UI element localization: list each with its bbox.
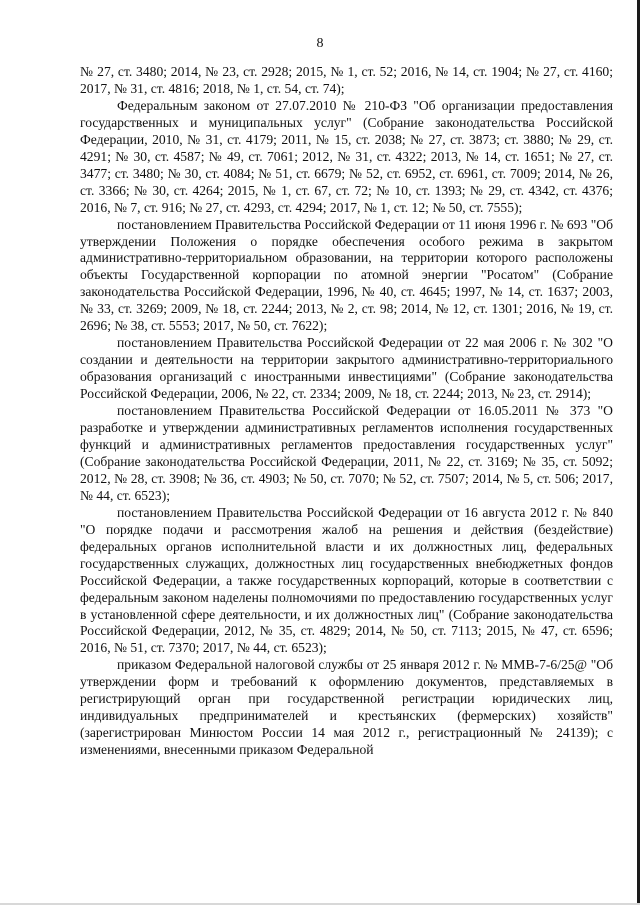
paragraph-federal-law-210: Федеральным законом от 27.07.2010 № 210-ФЗ "Об организации предоставления государственных и муниципальных услуг" (Собрание законодательства Российской Федерации, 2010, № 31, ст. 4179; 2011, № 15, ст. 2038; № 27, ст. 3873; ст. 3880; № 29, ст. 4291; № 30, ст. 4587; № 49, ст. 7061; 2012, № 31, ст. 4322; 2013, № 14, ст. 1651; № 27, ст. 3477; ст. 3480; № 30, ст. 4084; № 51, ст. 6679; № 52, ст. 6952, ст. 6961, ст. 7009; 2014, № 26, ст. 3366; № 30, ст. 4264; 2015, № 1, ст. 67, ст. 72; № 10, ст. 1393; № 29, ст. 4342, ст. 4376; 2016, № 7, ст. 916; № 27, ст. 4293, ст. 4294; 2017, № 1, ст. 12; № 50, ст. 7555);	[80, 97, 613, 215]
paragraph-continuation: № 27, ст. 3480; 2014, № 23, ст. 2928; 2015, № 1, ст. 52; 2016, № 14, ст. 1904; № 27, ст. 4160; 2017, № 31, ст. 4816; 2018, № 1, ст. 54, ст. 74);	[80, 64, 613, 96]
paragraph-resolution-302: постановлением Правительства Российской Федерации от 22 мая 2006 г. № 302 "О создании и деятельности на территории закрытого административно-территориального образования организаций с иностранными инвестициями" (Собрание законодательства Российской Федерации, 2006, № 22, ст. 2334; 2009, № 18, ст. 2244; 2013, № 23, ст. 2914);	[80, 335, 613, 402]
paragraph-resolution-840: постановлением Правительства Российской Федерации от 16 августа 2012 г. № 840 "О порядке подачи и рассмотрения жалоб на решения и действия (бездействие) федеральных органов исполнительной власти и их должностных лиц, федеральных государственных служащих, должностных лиц государственных внебюджетных фондов Российской Федерации, а также государственных корпораций, которые в соответствии с федеральным законом наделены полномочиями по предоставлению государственных услуг в установленной сфере деятельности, и их должностных лиц" (Собрание законодательства Российской Федерации, 2012, № 35, ст. 4829; 2014, № 50, ст. 7113; 2015, № 47, ст. 6596; 2016, № 51, ст. 7370; 2017, № 44, ст. 6523);	[80, 504, 613, 656]
paragraph-resolution-373: постановлением Правительства Российской Федерации от 16.05.2011 № 373 "О разработке и утверждении административных регламентов исполнения государственных функций и административных регламентов предоставления государственных услуг" (Собрание законодательства Российской Федерации, 2011, № 22, ст. 3169; № 35, ст. 5092; 2012, № 28, ст. 3908; № 36, ст. 4903; № 50, ст. 7070; № 52, ст. 7507; 2014, № 5, ст. 506; 2017, № 44, ст. 6523);	[80, 403, 613, 503]
page-number: 8	[316, 36, 324, 51]
paragraph-fns-order: приказом Федеральной налоговой службы от 25 января 2012 г. № ММВ-7-6/25@ "Об утверждении форм и требований к оформлению документов, представляемых в регистрирующий орган при государственной регистрации юридических лиц, индивидуальных предпринимателей и крестьянских (фермерских) хозяйств" (зарегистрирован Минюстом России 14 мая 2012 г., регистрационный № 24139); с изменениями, внесенными приказом Федеральной	[80, 657, 613, 758]
document-body	[80, 64, 613, 759]
paragraph-resolution-693: постановлением Правительства Российской Федерации от 11 июня 1996 г. № 693 "Об утверждении Положения о порядке обеспечения особого режима в закрытом административно-территориальном образовании, на территории которого расположены объекты Государственной корпорации по атомной энергии "Росатом" (Собрание законодательства Российской Федерации, 1996, № 40, ст. 4645; 1997, № 14, ст. 1637; 2003, № 33, ст. 3269; 2009, № 18, ст. 2244; 2013, № 2, ст. 98; 2014, № 12, ст. 1301; 2016, № 19, ст. 2696; № 38, ст. 5553; 2017, № 50, ст. 7622);	[80, 216, 613, 334]
